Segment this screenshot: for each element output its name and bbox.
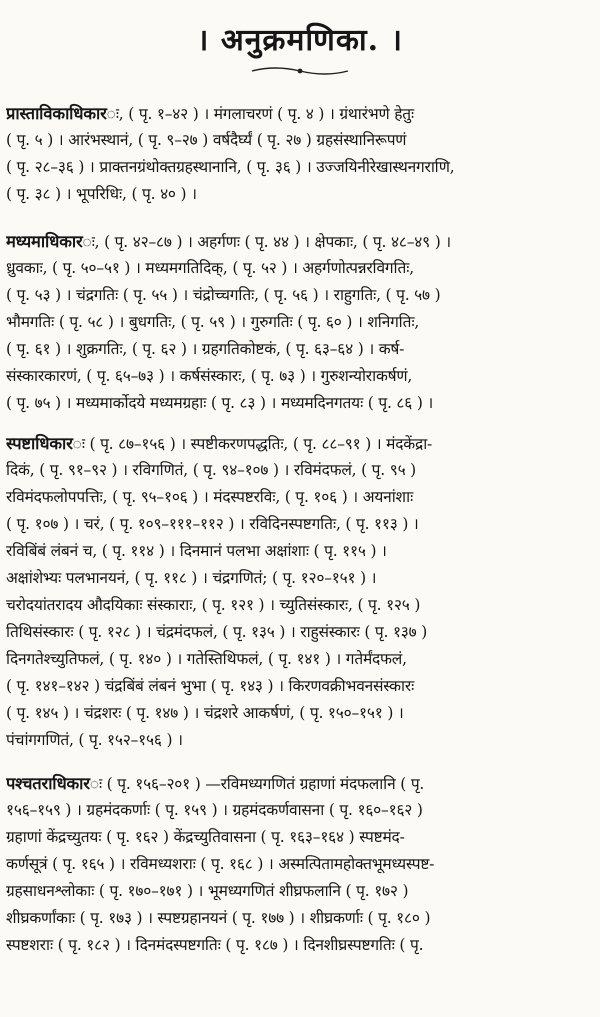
index-line: ग्रहाणां केंद्रच्युतयः ( पृ. १६२ ) केंद्रच्युतिवासना ( पृ. १६३–१६४ ) स्पष्टमंद- <box>6 828 405 846</box>
section-heading: स्पष्टाधिकार <box>6 434 73 453</box>
index-line: ( पृ. ५३ ) । चंद्रगतिः ( पृ. ५५ ) । चंद्रोच्चगतिः, ( पृ. ५६ ) । राहुगतिः, ( पृ. ५७ ) <box>6 286 441 304</box>
index-line: ग्रहसाधनश्लोकाः ( पृ. १७०–१७१ ) । भूमध्यगणितं शीघ्रफलानि ( पृ. १७२ ) <box>6 882 409 900</box>
index-line: चरोदयांतरादय औदयिकाः संस्काराः, ( पृ. १२१ ) । च्युतिसंस्कारः, ( पृ. १२५ ) <box>6 596 421 614</box>
index-line: स्पष्टाधिकारः ( पृ. ८७–१५६ ) । स्पष्टीकरणपद्धतिः, ( पृ. ८८–९१ ) । मंदकेंद्रा- <box>6 434 433 453</box>
section-heading: प्रास्ताविकाधिकार <box>6 104 107 123</box>
index-line: अक्षांशेभ्यः पलभानयनं, ( पृ. ११८ ) । चंद्रगणितं; ( पृ. १२०–१५१ ) । <box>6 569 377 587</box>
index-line: १५६–१५९ ) । ग्रहमंदकर्णाः ( पृ. १५९ ) । ग्रहमंदकर्णवासना ( पृ. १६०–१६२ ) <box>6 801 423 819</box>
index-line: संस्कारकारणं, ( पृ. ६५–७३ ) । कर्षसंस्कारः, ( पृ. ७३ ) । गुरुशन्योराकर्षणं, <box>6 367 413 385</box>
index-line: प्रास्ताविकाधिकारः, ( पृ. १–४२ ) । मंगलाचरणं ( पृ. ४ ) । ग्रंथारंभणे हेतुः <box>6 104 414 123</box>
index-line: कर्णसूत्रं ( पृ. १६५ ) । रविमध्यशराः ( पृ. १६८ ) । अस्मत्पितामहोक्तभूमध्यस्पष्ट- <box>6 855 435 873</box>
index-line: ध्रुवकाः, ( पृ. ५०–५१ ) । मध्यमगतिदिक्, ( पृ. ५२ ) । अहर्गणोत्पन्नरविगतिः, <box>6 259 414 277</box>
section-prastavika <box>6 100 594 208</box>
index-line: ( पृ. १०७ ) । चरं, ( पृ. १०९–१११–११२ ) । रविदिनस्पष्टगतिः, ( पृ. ११३ ) । <box>6 515 419 533</box>
index-line: पंचांगगणितं, ( पृ. १५२–१५६ ) । <box>6 731 183 749</box>
section-heading: मध्यमाधिकार <box>6 232 83 251</box>
index-line: ( पृ. १४१–१४२ ) चंद्रबिंबं लंबनं भुभा ( पृ. १४३ ) । किरणवक्रीभवनसंस्कारः <box>6 677 415 695</box>
section-heading: पश्चतराधिकार <box>6 774 90 793</box>
index-line: पश्चतराधिकारः ( पृ. १५६–२०१ ) —रविमध्यगणितं ग्रहाणां मंदफलानि ( पृ. <box>6 774 425 793</box>
index-line: दिनगतेश्च्युतिफलं, ( पृ. १४० ) । गतेस्तिथिफलं, ( पृ. १४१ ) । गतेर्मंदफलं, <box>6 650 407 668</box>
index-line: स्पष्टशराः ( पृ. १८२ ) । दिनमंदस्पष्टगतिः ( पृ. १८७ ) । दिनशीघ्रस्पष्टगतिः ( पृ. <box>6 936 424 954</box>
index-line: ( पृ. २८–३६ ) । प्राक्तनग्रंथोक्तग्रहस्थानानि, ( पृ. ३६ ) । उज्जयिनीरेखास्थनगराणि, <box>6 158 455 176</box>
index-line: रविबिंबं लंबनं च, ( पृ. ११४ ) । दिनमानं पलभा अक्षांशाः ( पृ. ११५ ) । <box>6 542 387 560</box>
index-line: ( पृ. ७५ ) । मध्यमार्कोदये मध्यमग्रहाः ( पृ. ८३ ) । मध्यमदिनगतयः ( पृ. ८६ ) । <box>6 394 434 412</box>
index-line: दिकं, ( पृ. ९१–९२ ) । रविगणितं, ( पृ. ९४–१०७ ) । रविमंदफलं, ( पृ. ९५ ) <box>6 461 417 479</box>
index-line: ( पृ. ६१ ) । शुक्रगतिः, ( पृ. ६२ ) । ग्रहगतिकोष्टकं, ( पृ. ६३–६४ ) । कर्ष- <box>6 340 405 358</box>
index-line: ( पृ. १४५ ) । चंद्रशरः ( पृ. १४७ ) । चंद्रशरे आकर्षणं, ( पृ. १५०–१५१ ) । <box>6 704 404 722</box>
section-spashta <box>6 430 594 754</box>
index-line: भौमगतिः ( पृ. ५८ ) । बुधगतिः, ( पृ. ५९ ) । गुरुगतिः ( पृ. ६० ) । शनिगतिः, <box>6 313 420 331</box>
page-title: । अनुक्रमणिका. । <box>197 23 403 58</box>
title-ornament <box>250 64 350 78</box>
index-line: ( पृ. ३८ ) । भूपरिधिः, ( पृ. ४० ) । <box>6 185 197 203</box>
index-line: शीघ्रकर्णांकाः ( पृ. १७३ ) । स्पष्टग्रहानयनं ( पृ. १७७ ) । शीघ्रकर्णाः ( पृ. १८० ) <box>6 909 431 927</box>
index-line: ( पृ. ५ ) । आरंभस्थानं, ( पृ. ९–२७ ) वर्षदैर्घ्यं ( पृ. २७ ) ग्रहसंस्थानिरूपणं <box>6 131 407 149</box>
section-madhyama <box>6 228 594 417</box>
section-pashchatara <box>6 770 594 959</box>
index-line: रविमंदफलोपपत्तिः, ( पृ. ९५–१०६ ) । मंदस्पष्टरविः, ( पृ. १०६ ) । अयनांशाः <box>6 488 414 506</box>
index-line: मध्यमाधिकारः, ( पृ. ४२–८७ ) । अहर्गणः ( पृ. ४४ ) । क्षेपकाः, ( पृ. ४८–४९ ) । <box>6 232 451 251</box>
index-line: तिथिसंस्कारः ( पृ. १२८ ) । चंद्रमंदफलं, ( पृ. १३५ ) । राहुसंस्कारः ( पृ. १३७ ) <box>6 623 428 641</box>
